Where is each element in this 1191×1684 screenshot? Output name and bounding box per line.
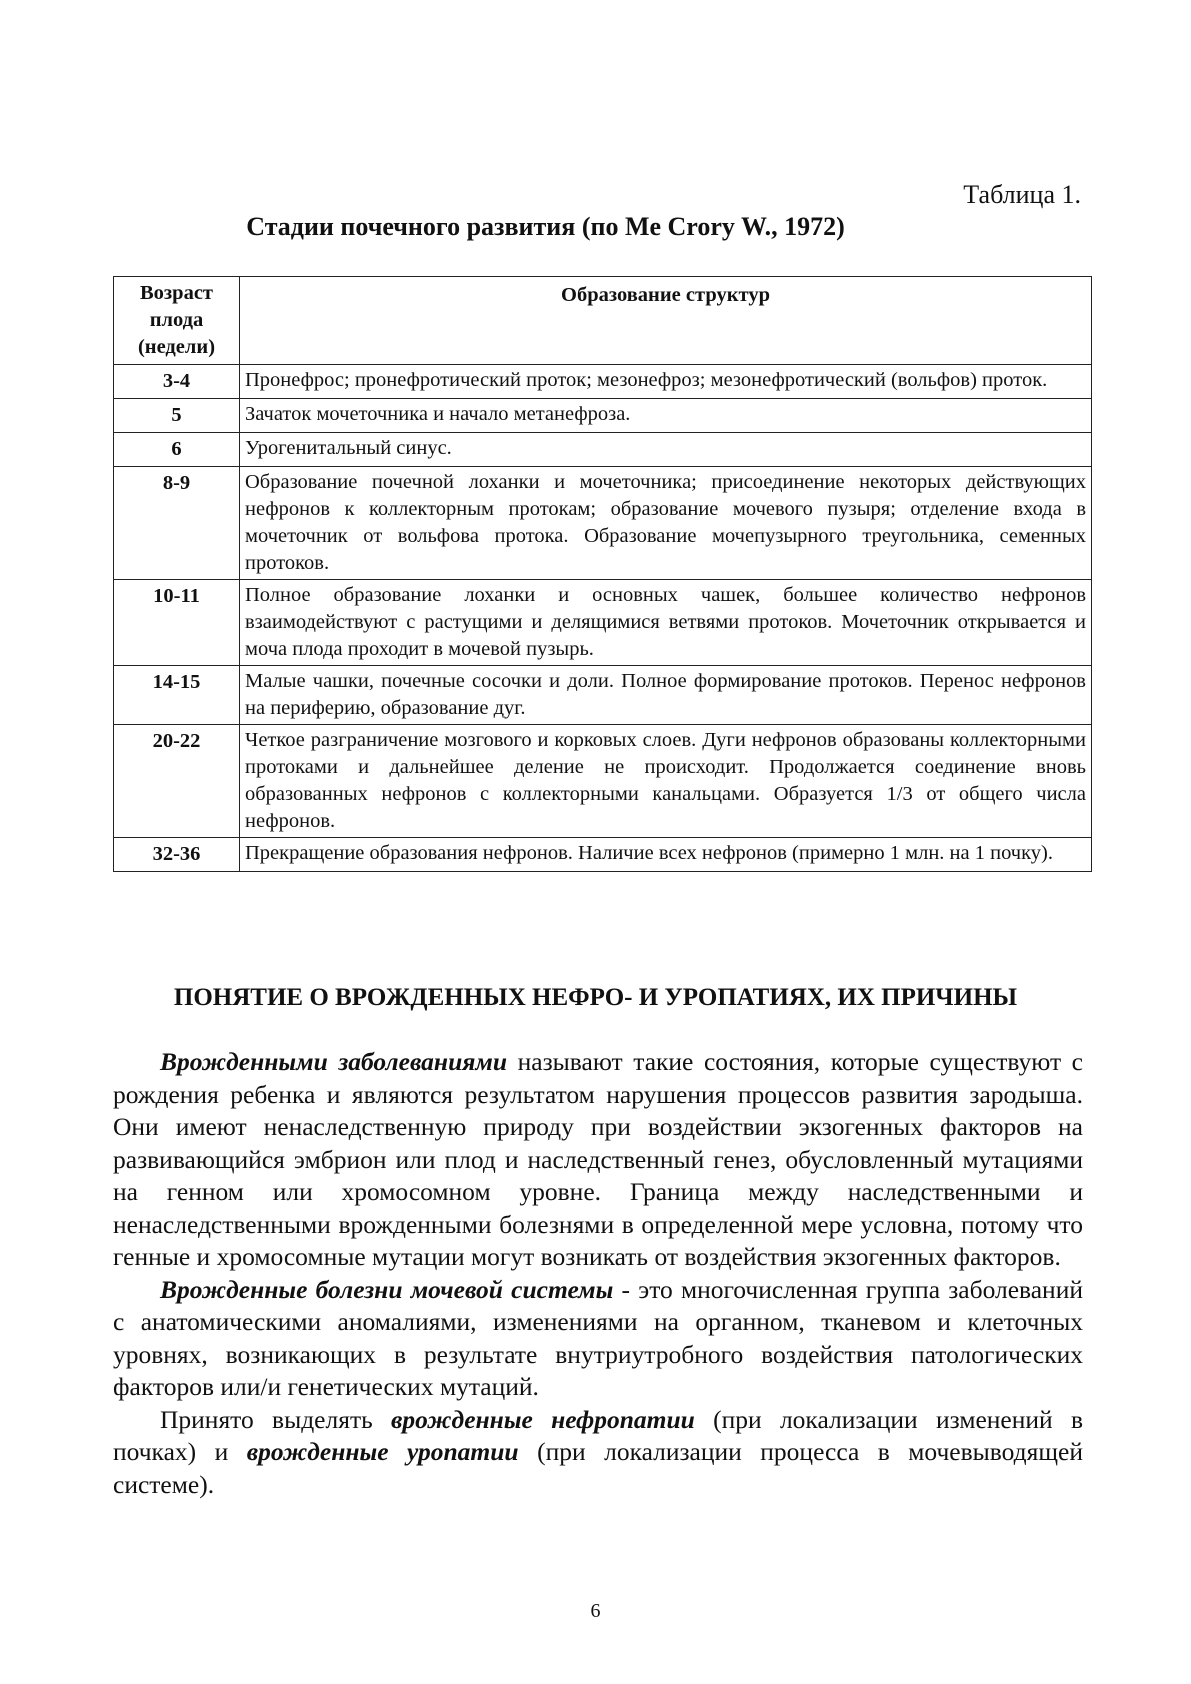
paragraph-text: (при локализации изменений в почках) и — [113, 1404, 1084, 1466]
table-title-text: Стадии почечного развития (по Me Crory W., 1972) — [246, 212, 845, 241]
term-emphasis: врожденные уропатии — [246, 1437, 519, 1466]
table-row — [114, 838, 1092, 872]
row-description: Образование почечной лоханки и мочеточника; присоединение некоторых действующих нефронов к коллекторным протокам; образование мочевого пузыря; отделение входа в мочеточник от вольфова протока. Образование мочепузырного треугольника, семенных протоков. — [240, 467, 1092, 580]
row-description: Полное образование лоханки и основных чашек, большее количество нефронов взаимодействуют с растущими и делящимися ветвями протоков. Мочеточник открывается и моча плода проходит в мочевой пузырь. — [240, 580, 1092, 666]
row-age: 32-36 — [114, 838, 240, 872]
table-row — [114, 580, 1092, 666]
table-caption: Таблица 1. — [963, 180, 1081, 209]
row-age: 14-15 — [114, 666, 240, 725]
table-row — [114, 467, 1092, 580]
page-number: 6 — [590, 1600, 601, 1622]
row-description: Пронефрос; пронефротический проток; мезонефроз; мезонефротический (вольфов) проток. — [240, 365, 1092, 399]
term-emphasis: Врожденными заболеваниями — [160, 1047, 508, 1076]
row-age: 10-11 — [114, 580, 240, 666]
paragraph-text: (при локализации процесса в мочевыводящей системе). — [113, 1437, 1083, 1499]
paragraph-text: Принято выделять — [160, 1404, 392, 1434]
row-age: 6 — [114, 433, 240, 467]
paragraph-text: - это многочисленная группа заболеваний с анатомическими аномалиями, изменениями на органном, тканевом и клеточных уровнях, возникающих в результате внутриутробного воздействия патологических факторов или/и генетических мутаций. — [113, 1274, 1084, 1401]
paragraph — [113, 1274, 1083, 1404]
paragraph — [113, 1046, 1083, 1274]
table-row — [114, 365, 1092, 399]
paragraph-text: называют такие состояния, которые существуют с рождения ребенка и являются результатом нарушения процессов развития зародыша. Они имеют ненаследственную природу при воздействии экзогенных факторов на развивающийся эмбрион или плод и наследственный генез, обусловленный мутациями на генном или хромосомном уровне. Граница между наследственными и ненаследственными врожденными болезнями в определенной мере условна, потому что генные и хромосомные мутации могут возникать от воздействия экзогенных факторов. — [113, 1047, 1084, 1271]
term-emphasis: врожденные нефропатии — [391, 1404, 695, 1434]
section-heading: ПОНЯТИЕ О ВРОЖДЕННЫХ НЕФРО- И УРОПАТИЯХ, ИХ ПРИЧИНЫ — [173, 984, 1018, 1011]
kidney-development-table — [113, 276, 1092, 872]
table-title — [0, 212, 1191, 242]
header-structures: Образование структур — [240, 277, 1092, 365]
table-row — [114, 725, 1092, 838]
table-header-row — [114, 277, 1092, 365]
row-description: Зачаток мочеточника и начало метанефроза. — [240, 399, 1092, 433]
row-age: 8-9 — [114, 467, 240, 580]
paragraph — [113, 1404, 1083, 1502]
row-description: Урогенитальный синус. — [240, 433, 1092, 467]
row-age: 5 — [114, 399, 240, 433]
row-age: 3-4 — [114, 365, 240, 399]
body-text — [113, 1046, 1083, 1501]
table-row — [114, 433, 1092, 467]
row-description: Четкое разграничение мозгового и корковых слоев. Дуги нефронов образованы коллекторными протоками и дальнейшее деление не происходит. Продолжается соединение вновь образованных нефронов с коллекторными канальцами. Образуется 1/3 от общего числа нефронов. — [240, 725, 1092, 838]
row-description: Малые чашки, почечные сосочки и доли. Полное формирование протоков. Перенос нефронов на периферию, образование дуг. — [240, 666, 1092, 725]
table-row — [114, 399, 1092, 433]
header-age: Возраст плода (недели) — [114, 277, 240, 365]
row-age: 20-22 — [114, 725, 240, 838]
row-description: Прекращение образования нефронов. Наличие всех нефронов (примерно 1 млн. на 1 почку). — [240, 838, 1092, 872]
table-row — [114, 666, 1092, 725]
term-emphasis: Врожденные болезни мочевой системы — [160, 1274, 614, 1304]
